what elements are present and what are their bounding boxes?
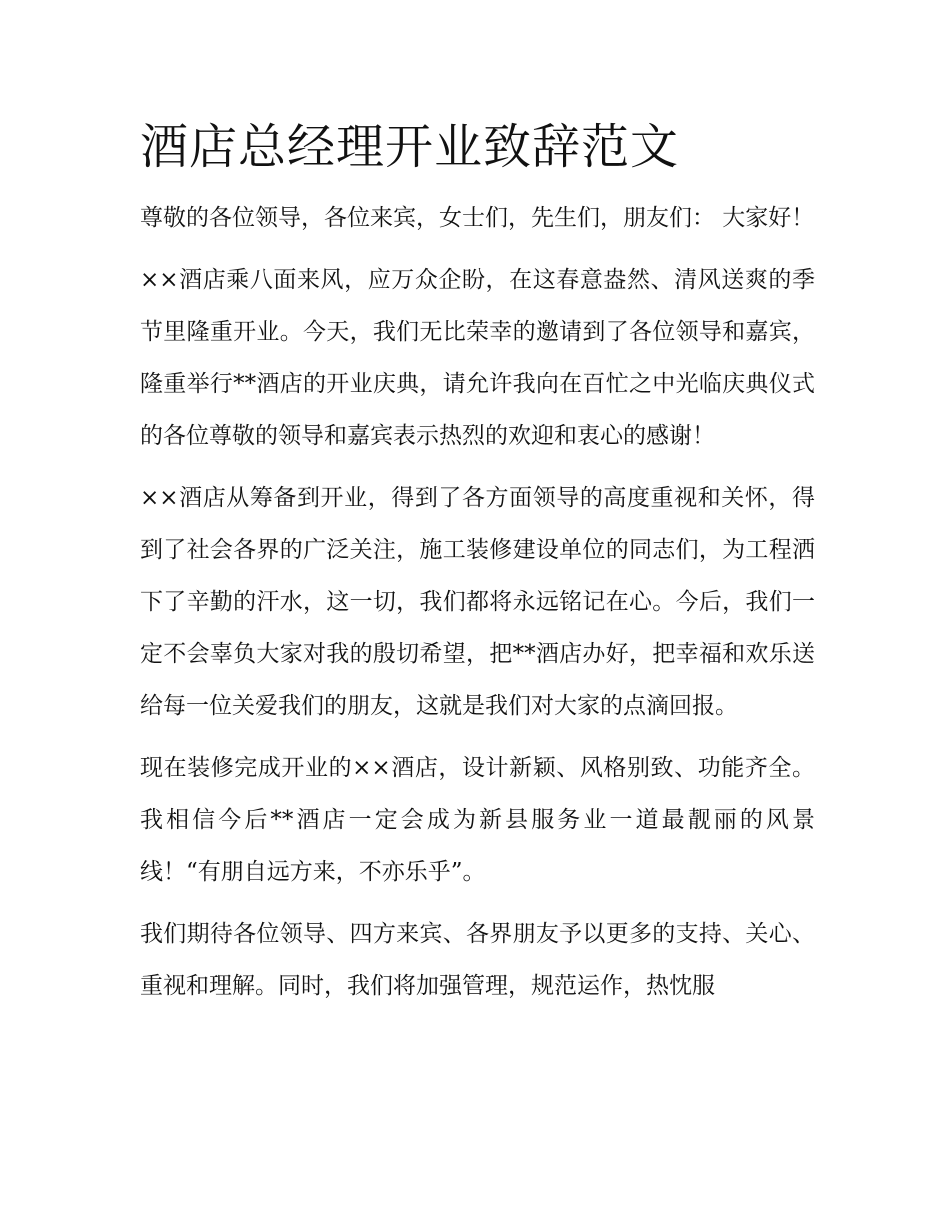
paragraph-thanks: ××酒店从筹备到开业，得到了各方面领导的高度重视和关怀，得到了社会各界的广泛关注，施工装修建设单位的同志们，为工程洒下了辛勤的汗水，这一切，我们都将永远铭记在心。今后，我们一定不会辜负大家对我的殷切希望，把**酒店办好，把幸福和欢乐送给每一位关爱我们的朋友，这就是我们对大家的点滴回报。 [140,485,815,719]
document-page [140,112,815,1022]
paragraph-expectation: 我们期待各位领导、四方来宾、各界朋友予以更多的支持、关心、重视和理解。同时，我们将加强管理，规范运作，热忱服 [140,921,815,999]
paragraph-greeting: 尊敬的各位领导，各位来宾，女士们，先生们，朋友们： 大家好！ [140,205,815,231]
document-title: 酒店总经理开业致辞范文 [140,119,680,175]
paragraph-opening: ××酒店乘八面来风，应万众企盼，在这春意盎然、清风送爽的季节里隆重开业。今天，我们无比荣幸的邀请到了各位领导和嘉宾，隆重举行**酒店的开业庆典，请允许我向在百忙之中光临庆典仪式的各位尊敬的领导和嘉宾表示热烈的欢迎和衷心的感谢！ [140,267,815,449]
paragraph-hotel-description: 现在装修完成开业的××酒店，设计新颖、风格别致、功能齐全。我相信今后**酒店一定会成为新县服务业一道最靓丽的风景线！“有朋自远方来，不亦乐乎”。 [140,755,815,885]
